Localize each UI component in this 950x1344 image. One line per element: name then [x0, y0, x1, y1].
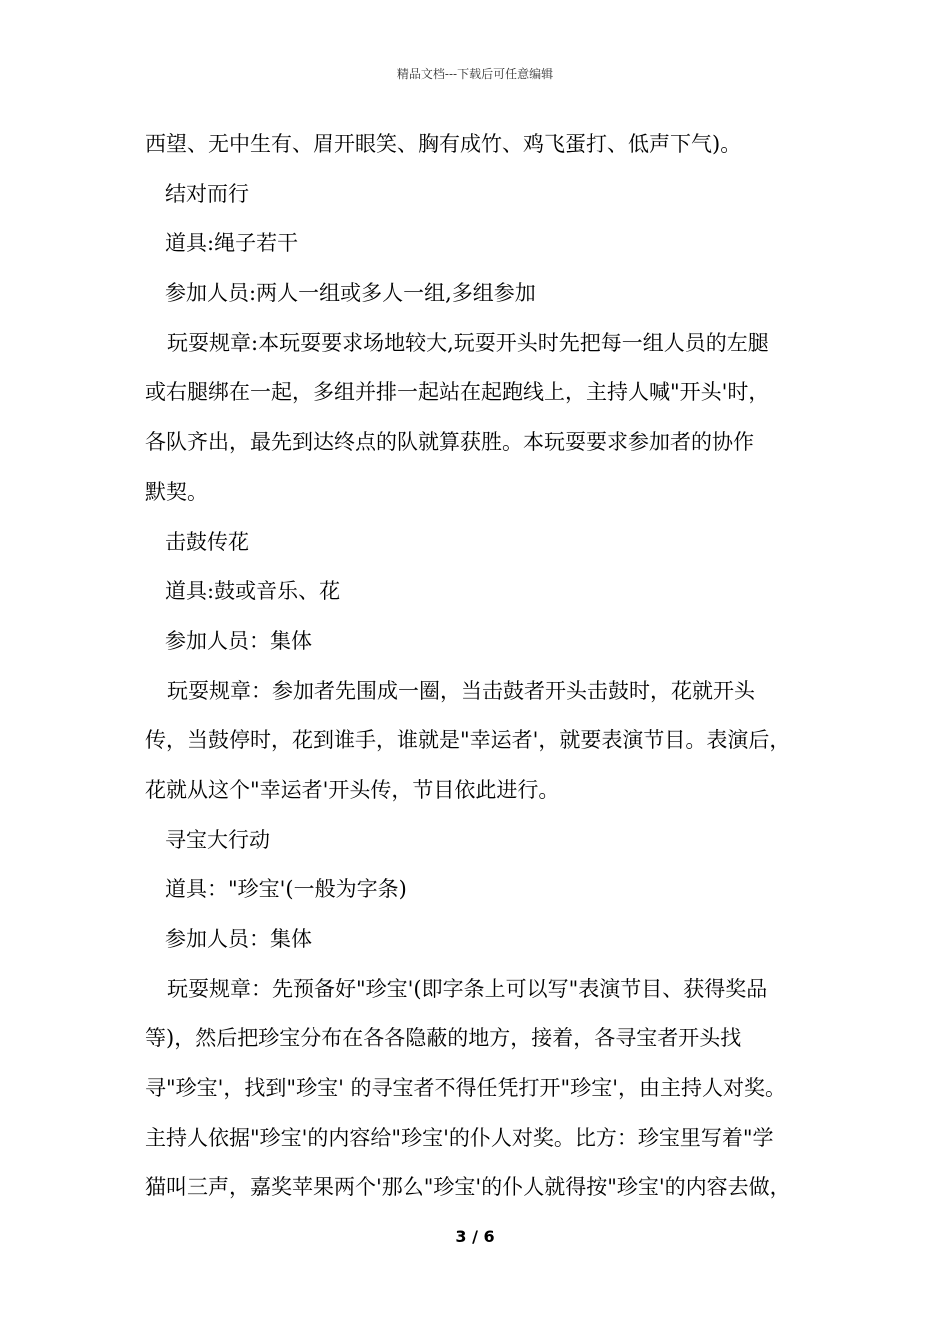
props-line: 道具:绳子若干 [165, 231, 299, 256]
text-line: 默契。 [145, 479, 208, 504]
text-line: 寻"珍宝'，找到"珍宝' 的寻宝者不得任凭打开"珍宝'，由主持人对奖。 [145, 1076, 786, 1101]
page-header: 精品文档---下载后可任意编辑 [396, 67, 554, 81]
props-line: 道具:鼓或音乐、花 [165, 579, 341, 604]
document-body [145, 126, 825, 1219]
text-line: 或右腿绑在一起，多组并排一起站在起跑线上，主持人喊"开头'时， [145, 380, 770, 405]
participants-line: 参加人员：集体 [165, 927, 312, 951]
section-title: 结对而行 [165, 181, 249, 206]
page-number: 3 / 6 [455, 1227, 495, 1246]
rules-line: 玩耍规章：参加者先围成一圈，当击鼓者开头击鼓时，花就开头 [167, 678, 755, 703]
rules-line: 玩耍规章:本玩耍要求场地较大,玩耍开头时先把每一组人员的左腿 [167, 330, 769, 355]
text-line: 等)，然后把珍宝分布在各各隐蔽的地方，接着，各寻宝者开头找 [145, 1026, 742, 1051]
section-title: 寻宝大行动 [165, 827, 270, 852]
text-line: 猫叫三声，嘉奖苹果两个'那么"珍宝'的仆人就得按"珍宝'的内容去做， [145, 1175, 791, 1200]
text-line: 西望、无中生有、眉开眼笑、胸有成竹、鸡飞蛋打、低声下气)。 [145, 132, 742, 156]
text-line: 主持人依据"珍宝'的内容给"珍宝'的仆人对奖。比方：珍宝里写着"学 [145, 1125, 774, 1150]
participants-line: 参加人员：集体 [165, 628, 312, 653]
text-line: 传，当鼓停时，花到谁手，谁就是"幸运者'，就要表演节目。表演后， [145, 728, 791, 753]
section-title: 击鼓传花 [165, 529, 249, 554]
text-line: 花就从这个"幸运者'开头传，节目依此进行。 [145, 777, 560, 802]
props-line: 道具："珍宝'(一般为字条) [165, 877, 407, 902]
participants-line: 参加人员:两人一组或多人一组,多组参加 [165, 281, 536, 306]
rules-line: 玩耍规章：先预备好"珍宝'(即字条上可以写"表演节目、获得奖品 [167, 976, 768, 1001]
text-line: 各队齐出，最先到达终点的队就算获胜。本玩耍要求参加者的协作 [145, 430, 754, 455]
